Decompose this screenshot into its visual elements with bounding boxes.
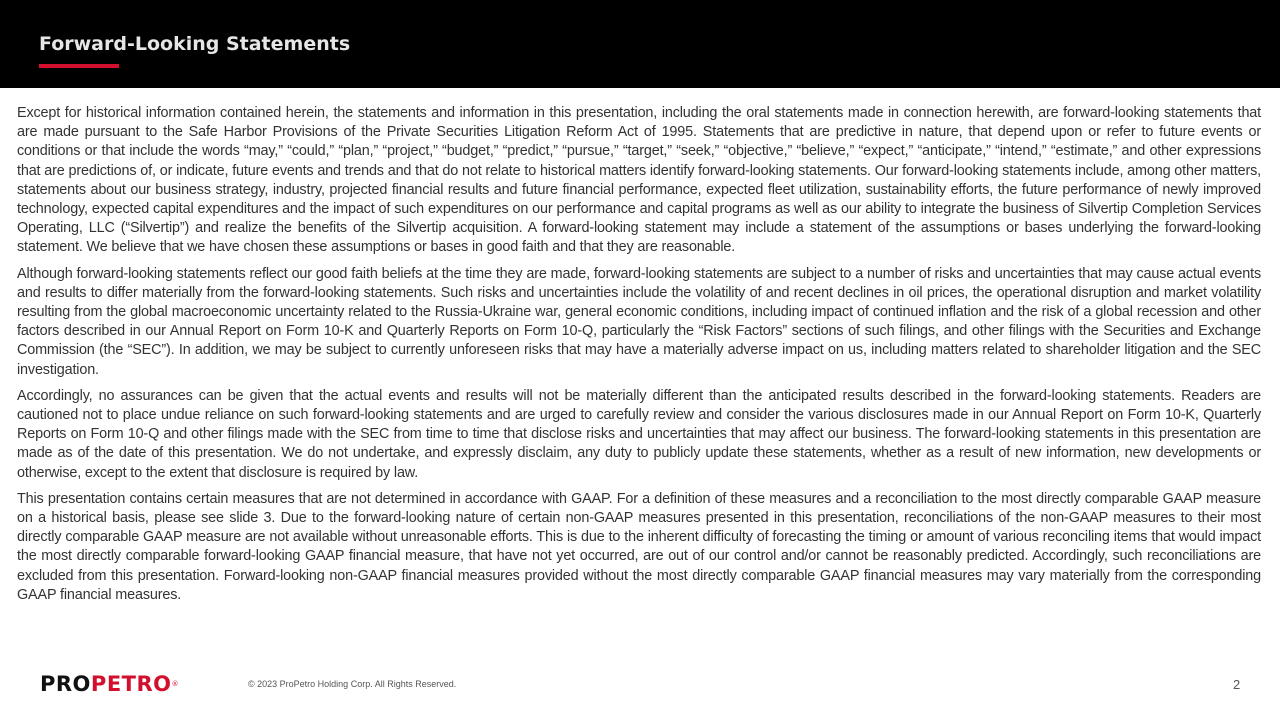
slide-title: Forward-Looking Statements — [39, 33, 351, 55]
slide-header — [0, 0, 1280, 88]
propetro-logo — [40, 673, 179, 695]
copyright-notice: © 2023 ProPetro Holding Corp. All Rights Reserved. — [248, 679, 457, 689]
paragraph-assurances: Accordingly, no assurances can be given that the actual events and results will not be materially different than the anticipated results described in the forward-looking statements. Readers are cautioned not to place undue reliance on such forward-looking statements and are urged to carefully review and consider the various disclosures made in our Annual Report on Form 10-K, Quarterly Reports on Form 10-Q and other filings made with the SEC from time to time that disclose risks and uncertainties that may affect our business. The forward-looking statements in this presentation are made as of the date of this presentation. We do not undertake, and expressly disclaim, any duty to publicly update these statements, whether as a result of new information, new developments or otherwise, except to the extent that disclosure is required by law. — [17, 387, 1261, 481]
paragraph-risks: Although forward-looking statements reflect our good faith beliefs at the time they are made, forward-looking statements are subject to a number of risks and uncertainties that may cause actual events and results to differ materially from the forward-looking statements. Such risks and uncertainties include the volatility of and recent declines in oil prices, the operational disruption and market volatility resulting from the global macroeconomic uncertainty related to the Russia-Ukraine war, general economic conditions, including impact of continued inflation and the risk of a global recession and other factors described in our Annual Report on Form 10-K and Quarterly Reports on Form 10-Q, particularly the “Risk Factors” sections of such filings, and other filings with the Securities and Exchange Commission (the “SEC”). In addition, we may be subject to currently unforeseen risks that may have a materially adverse impact on us, including matters related to shareholder litigation and the SEC investigation. — [17, 265, 1261, 378]
logo-petro-text: PETRO — [90, 672, 172, 696]
paragraph-forward-looking: Except for historical information contained herein, the statements and information in this presentation, including the oral statements made in connection herewith, are forward-looking statements that are made pursuant to the Safe Harbor Provisions of the Private Securities Litigation Reform Act of 1995. Statements that are predictive in nature, that depend upon or refer to future events or conditions or that include the words “may,” “could,” “plan,” “project,” “budget,” “predict,” “pursue,” “target,” “seek,” “objective,” “believe,” “expect,” “anticipate,” “intend,” “estimate,” and other expressions that are predictions of, or indicate, future events and trends and that do not relate to historical matters identify forward-looking statements. Our forward-looking statements include, among other matters, statements about our business strategy, industry, projected financial results and future financial performance, expected fleet utilization, sustainability efforts, the future performance of newly improved technology, expected capital expenditures and the impact of such expenditures on our performance and capital programs as well as our ability to integrate the business of Silvertip Completion Services Operating, LLC (“Silvertip”) and realize the benefits of the Silvertip acquisition. A forward-looking statement may include a statement of the assumptions or bases underlying the forward-looking statement. We believe that we have chosen these assumptions or bases in good faith and that they are reasonable. — [17, 105, 1261, 256]
title-accent-bar — [39, 64, 119, 68]
registered-mark-icon: ® — [171, 680, 180, 688]
disclaimer-body — [17, 104, 1261, 612]
paragraph-non-gaap: This presentation contains certain measures that are not determined in accordance with GAAP. For a definition of these measures and a reconciliation to the most directly comparable GAAP measure on a historical basis, please see slide 3. Due to the forward-looking nature of certain non-GAAP measures presented in this presentation, reconciliations of the non-GAAP measures to their most directly comparable GAAP measure are not available without unreasonable efforts. This is due to the inherent difficulty of forecasting the timing or amount of various reconciling items that would impact the most directly comparable forward-looking GAAP financial measure, that have not yet occurred, are out of our control and/or cannot be reasonably predicted. Accordingly, such reconciliations are excluded from this presentation. Forward-looking non-GAAP financial measures provided without the most directly comparable GAAP financial measures may vary materially from the corresponding GAAP financial measures. — [17, 490, 1261, 603]
logo-pro-text: PRO — [40, 672, 91, 696]
page-number: 2 — [1233, 677, 1241, 692]
